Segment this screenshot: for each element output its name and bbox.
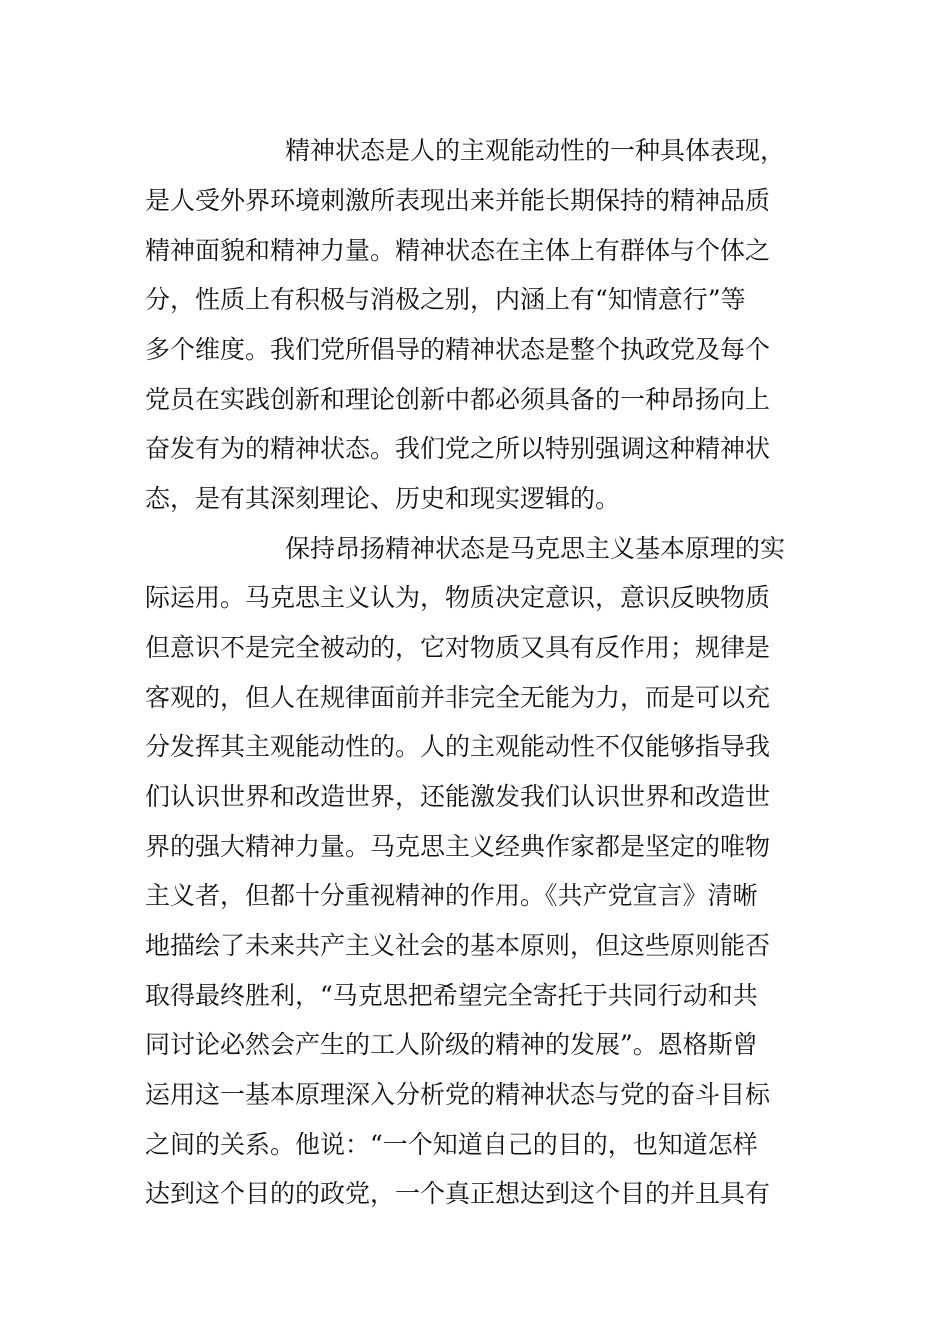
paragraph-2-line-10: 取得最终胜利，“马克思把希望完全寄托于共同行动和共 <box>145 981 758 1010</box>
paragraph-1-line-1: 精神状态是人的主观能动性的一种具体表现， <box>285 136 786 165</box>
paragraph-2-line-11: 同讨论必然会产生的工人阶级的精神的发展”。恩格斯曾 <box>145 1030 758 1059</box>
paragraph-2-line-8: 主义者，但都十分重视精神的作用。《共产党宣言》清晰 <box>145 881 758 910</box>
paragraph-2-line-7: 界的强大精神力量。马克思主义经典作家都是坚定的唯物 <box>145 832 771 861</box>
paragraph-1-line-4: 分，性质上有积极与消极之别，内涵上有“知情意行”等 <box>145 285 746 314</box>
paragraph-2-line-2: 际运用。马克思主义认为，物质决定意识，意识反映物质 <box>145 583 771 612</box>
paragraph-2-line-14: 达到这个目的的政党，一个真正想达到这个目的并且具有 <box>145 1179 771 1208</box>
paragraph-1-line-5: 多个维度。我们党所倡导的精神状态是整个执政党及每个 <box>145 335 771 364</box>
paragraph-1-line-6: 党员在实践创新和理论创新中都必须具备的一种昂扬向上 <box>145 385 771 414</box>
paragraph-2-line-4: 客观的，但人在规律面前并非完全无能为力，而是可以充 <box>145 683 771 712</box>
paragraph-2-line-6: 们认识世界和改造世界，还能激发我们认识世界和改造世 <box>145 782 771 811</box>
paragraph-1-line-8: 态，是有其深刻理论、历史和现实逻辑的。 <box>145 484 621 513</box>
paragraph-2-line-13: 之间的关系。他说：“一个知道自己的目的，也知道怎样 <box>145 1130 758 1159</box>
paragraph-2-line-5: 分发挥其主观能动性的。人的主观能动性不仅能够指导我 <box>145 732 771 761</box>
paragraph-2-line-1: 保持昂扬精神状态是马克思主义基本原理的实 <box>285 534 786 563</box>
paragraph-1-line-2: 是人受外界环境刺激所表现出来并能长期保持的精神品质 <box>145 186 771 215</box>
paragraph-1-line-7: 奋发有为的精神状态。我们党之所以特别强调这种精神状 <box>145 434 771 463</box>
paragraph-2-line-3: 但意识不是完全被动的，它对物质又具有反作用；规律是 <box>145 633 771 662</box>
paragraph-1-line-3: 精神面貌和精神力量。精神状态在主体上有群体与个体之 <box>145 236 771 265</box>
paragraph-2-line-9: 地描绘了未来共产主义社会的基本原则，但这些原则能否 <box>145 931 771 960</box>
paragraph-2-line-12: 运用这一基本原理深入分析党的精神状态与党的奋斗目标 <box>145 1080 771 1109</box>
